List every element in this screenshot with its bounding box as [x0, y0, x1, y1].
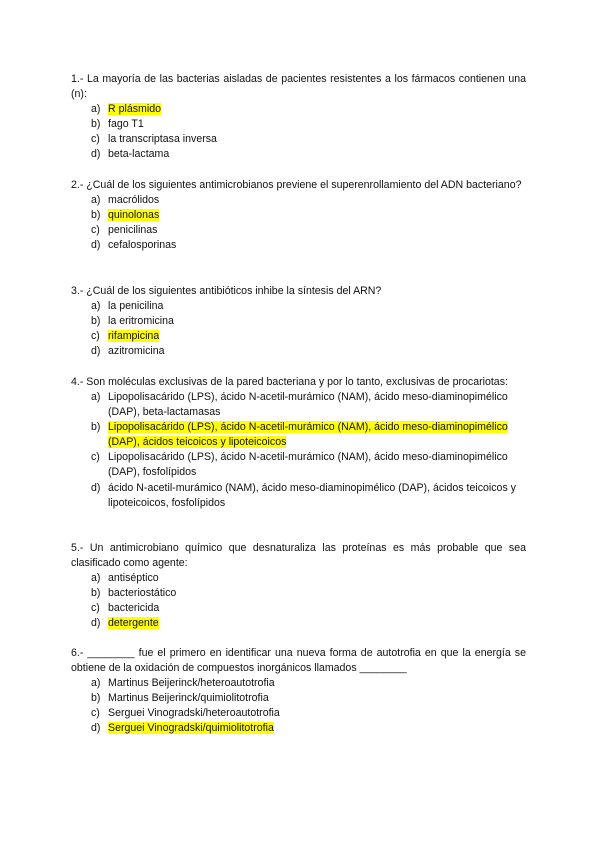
option-text-highlighted: rifampicina: [108, 330, 160, 343]
question-4: [71, 375, 526, 511]
question-3: [71, 284, 526, 359]
question-text: 3.- ¿Cuál de los siguientes antibióticos inhibe la síntesis del ARN?: [71, 285, 382, 297]
option-letter: c): [91, 602, 100, 615]
option-list: [71, 390, 526, 511]
option-text: Martinus Beijerinck/heteroautotrofia: [108, 677, 275, 689]
option-letter: a): [91, 677, 101, 689]
question-6: [71, 646, 526, 736]
option-b: [91, 208, 526, 223]
option-letter: c): [91, 330, 100, 343]
option-b: [91, 314, 526, 329]
option-letter: a): [91, 391, 101, 403]
question-2: [71, 178, 526, 253]
option-d: [91, 238, 526, 253]
option-b: [91, 117, 526, 132]
option-text: bactericida: [108, 602, 160, 615]
question-text: 1.- La mayoría de las bacterias aisladas de pacientes resistentes a los fármacos contienen una (n):: [71, 73, 526, 100]
option-letter: a): [91, 300, 101, 312]
option-text: fago T1: [108, 118, 144, 131]
option-a: [91, 299, 526, 314]
option-b: [91, 420, 526, 450]
option-letter: b): [91, 421, 101, 434]
option-text: la eritromicina: [108, 315, 174, 328]
option-list: [71, 571, 526, 631]
option-list: [71, 676, 526, 736]
option-letter: c): [91, 451, 100, 464]
question-text: 6.- ________ fue el primero en identificar una nueva forma de autotrofia en que la energía se obtiene de la oxidación de compuestos inorgánicos llamados ________: [71, 647, 526, 674]
option-d: [91, 344, 526, 359]
option-c: [91, 601, 526, 616]
option-text: Serguei Vinogradski/heteroautotrofia: [108, 707, 280, 720]
option-list: [71, 102, 526, 162]
option-letter: d): [91, 617, 101, 630]
option-letter: b): [91, 209, 101, 222]
option-text: cefalosporinas: [108, 239, 177, 252]
option-d: [91, 721, 526, 736]
option-letter: a): [91, 572, 101, 584]
option-letter: d): [91, 148, 101, 161]
option-letter: b): [91, 587, 101, 600]
option-d: [91, 481, 526, 511]
option-c: [91, 450, 526, 480]
option-a: [91, 571, 526, 586]
option-a: [91, 102, 526, 117]
question-text: 4.- Son moléculas exclusivas de la pared bacteriana y por lo tanto, exclusivas de procariotas:: [71, 376, 508, 388]
option-letter: a): [91, 194, 101, 206]
option-c: [91, 706, 526, 721]
option-letter: d): [91, 481, 101, 494]
option-text-highlighted: Serguei Vinogradski/quimiolitotrofia: [108, 722, 274, 735]
option-letter: b): [91, 118, 101, 131]
option-c: [91, 329, 526, 344]
option-list: [71, 299, 526, 359]
option-letter: b): [91, 315, 101, 328]
option-letter: d): [91, 345, 101, 358]
option-text: la transcriptasa inversa: [108, 133, 217, 146]
question-5: [71, 541, 526, 631]
option-text: macrólidos: [108, 194, 160, 206]
option-text: ácido N-acetil-murámico (NAM), ácido meso-diaminopimélico (DAP), ácidos teicoicos y lipoteicoicos, fosfolípidos: [108, 481, 516, 509]
option-text: antiséptico: [108, 572, 159, 584]
question-1: [71, 72, 526, 162]
option-letter: d): [91, 722, 101, 735]
option-text: Lipopolisacárido (LPS), ácido N-acetil-murámico (NAM), ácido meso-diaminopimélico (DAP), beta-lactamasas: [108, 391, 508, 419]
option-letter: d): [91, 239, 101, 252]
option-text: la penicilina: [108, 300, 164, 312]
option-text-highlighted: quinolonas: [108, 209, 160, 222]
option-c: [91, 223, 526, 238]
option-text: penicilinas: [108, 224, 158, 237]
option-text-highlighted: detergente: [108, 617, 159, 630]
option-letter: a): [91, 103, 101, 115]
option-letter: b): [91, 692, 101, 705]
option-b: [91, 586, 526, 601]
option-text: Martinus Beijerinck/quimiolitotrofia: [108, 692, 269, 705]
option-text: bacteriostático: [108, 587, 177, 600]
option-a: [91, 676, 526, 691]
option-text-highlighted: R plásmido: [108, 103, 161, 115]
option-d: [91, 147, 526, 162]
question-text: 2.- ¿Cuál de los siguientes antimicrobianos previene el superenrollamiento del ADN bacteriano?: [71, 179, 522, 191]
option-d: [91, 616, 526, 631]
option-b: [91, 691, 526, 706]
option-list: [71, 193, 526, 253]
option-text: Lipopolisacárido (LPS), ácido N-acetil-murámico (NAM), ácido meso-diaminopimélico (DAP), fosfolípidos: [108, 451, 508, 479]
option-text: beta-lactama: [108, 148, 170, 161]
option-letter: c): [91, 224, 100, 237]
option-a: [91, 390, 526, 420]
option-c: [91, 132, 526, 147]
question-text: 5.- Un antimicrobiano químico que desnaturaliza las proteínas es más probable que sea clasificado como agente:: [71, 542, 526, 569]
option-letter: c): [91, 133, 100, 146]
option-text: azitromicina: [108, 345, 165, 358]
option-letter: c): [91, 707, 100, 720]
option-a: [91, 193, 526, 208]
option-text-highlighted: Lipopolisacárido (LPS), ácido N-acetil-murámico (NAM), ácido meso-diaminopimélico (DAP), ácidos teicoicos y lipoteicoicos: [108, 421, 508, 449]
